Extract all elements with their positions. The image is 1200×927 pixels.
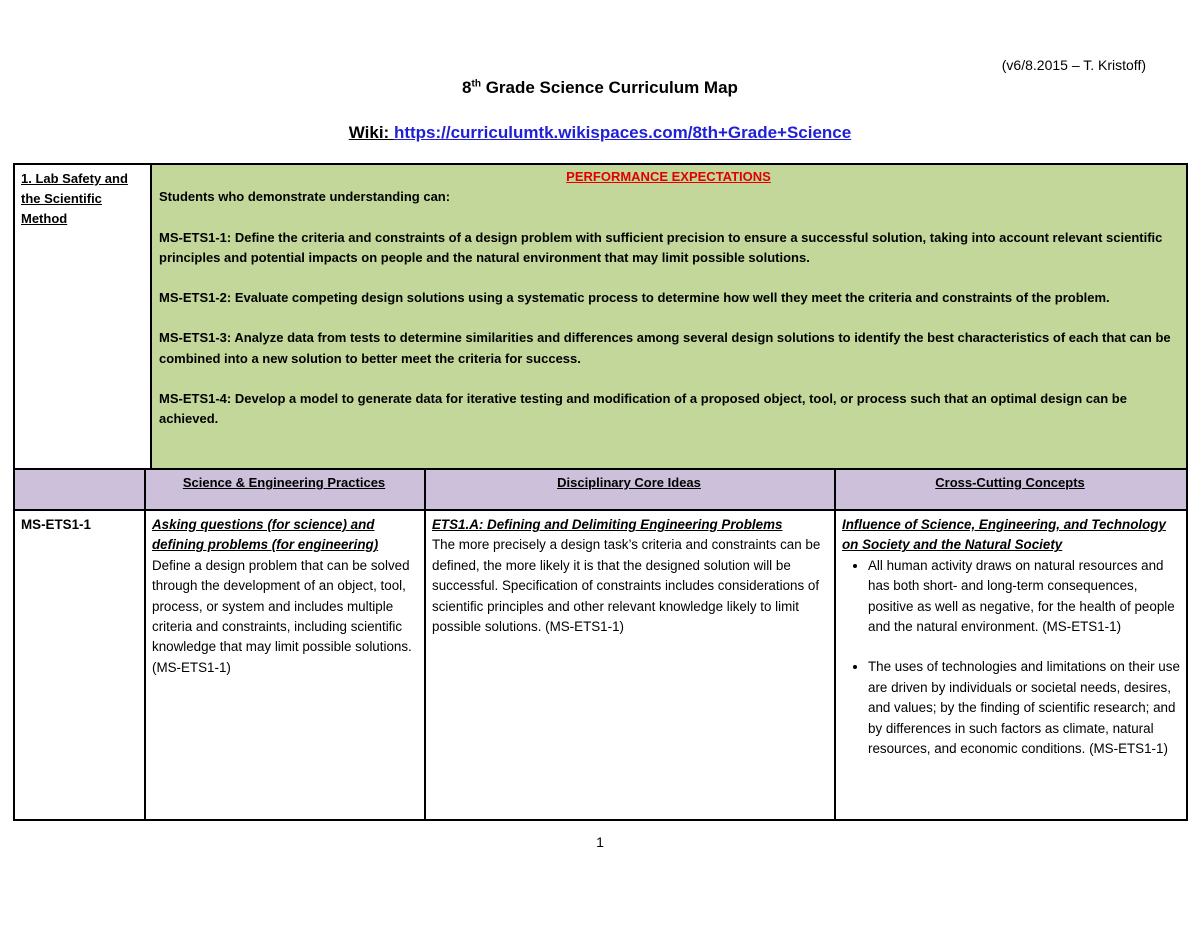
wiki-line bbox=[0, 123, 1200, 143]
header-blank bbox=[15, 470, 144, 511]
expectation-item: MS-ETS1-1: Define the criteria and constraints of a design problem with sufficient precision to ensure a successful solution, taking into account relevant scientific principles and potential impacts on people and the natural environment that may limit possible solutions. bbox=[159, 229, 1163, 265]
wiki-link[interactable]: https://curriculumtk.wikispaces.com/8th+Grade+Science bbox=[393, 123, 852, 142]
header-practices: Science & Engineering Practices bbox=[144, 470, 424, 511]
crosscutting-cell bbox=[836, 511, 1186, 819]
ccc-list bbox=[842, 556, 1180, 760]
title-grade: 8 bbox=[462, 78, 472, 97]
header-core-ideas: Disciplinary Core Ideas bbox=[424, 470, 834, 511]
expectation-item: MS-ETS1-4: Develop a model to generate data for iterative testing and modification of a proposed object, tool, or process such that an optimal design can be achieved. bbox=[159, 391, 1127, 427]
standards-table bbox=[13, 470, 1188, 821]
version-note: (v6/8.2015 – T. Kristoff) bbox=[1001, 57, 1146, 73]
expectation-item: MS-ETS1-2: Evaluate competing design solutions using a systematic process to determine how well they meet the criteria and constraints of the problem. bbox=[159, 290, 1110, 306]
row-label-cell bbox=[15, 511, 144, 819]
performance-expectations bbox=[152, 165, 1186, 468]
list-item: • The uses of technologies and limitations on their use are driven by individuals or societal needs, desires, and values; by the finding of scientific research; and by differences in such factors as climate, natural resources, and economic conditions. (MS-ETS1-1) bbox=[868, 657, 1180, 759]
performance-expectations-table bbox=[13, 163, 1188, 470]
practice-heading: Asking questions (for science) and defining problems (for engineering) bbox=[152, 517, 379, 553]
pe-heading: PERFORMANCE EXPECTATIONS bbox=[566, 169, 771, 184]
page-title bbox=[0, 78, 1200, 98]
ccc-heading: Influence of Science, Engineering, and Technology on Society and the Natural Society bbox=[842, 517, 1166, 553]
unit-topic: 1. Lab Safety and the Scientific Method bbox=[15, 165, 152, 468]
title-text: Grade Science Curriculum Map bbox=[480, 78, 738, 97]
title-ordinal: th bbox=[471, 78, 481, 90]
dci-text: The more precisely a design task’s criteria and constraints can be defined, the more likely it is that the designed solution will be successful. Specification of constraints includes considerations of scientific principles and other relevant knowledge likely to limit possible solutions. (MS-ETS1-1) bbox=[432, 537, 821, 635]
pe-intro: Students who demonstrate understanding can: bbox=[159, 189, 451, 205]
expectation-item: MS-ETS1-3: Analyze data from tests to determine similarities and differences among several design solutions to identify the best characteristics of each that can be combined into a new solution to better meet the criteria for success. bbox=[159, 330, 1171, 366]
page-number: 1 bbox=[596, 834, 604, 850]
header-crosscutting: Cross-Cutting Concepts bbox=[834, 470, 1186, 511]
practices-cell bbox=[146, 511, 424, 819]
list-item: • All human activity draws on natural resources and has both short- and long-term consequences, positive as well as negative, for the health of people and the natural environment. (MS-ETS1-1) bbox=[868, 556, 1180, 638]
core-ideas-cell bbox=[426, 511, 834, 819]
practice-text: Define a design problem that can be solved through the development of an object, tool, process, or system and includes multiple criteria and constraints, including scientific knowledge that may limit possible solutions. (MS-ETS1-1) bbox=[152, 557, 412, 675]
wiki-label: Wiki: bbox=[348, 123, 394, 142]
dci-heading: ETS1.A: Defining and Delimiting Engineering Problems bbox=[432, 517, 783, 532]
row-label: MS-ETS1-1 bbox=[21, 517, 91, 532]
